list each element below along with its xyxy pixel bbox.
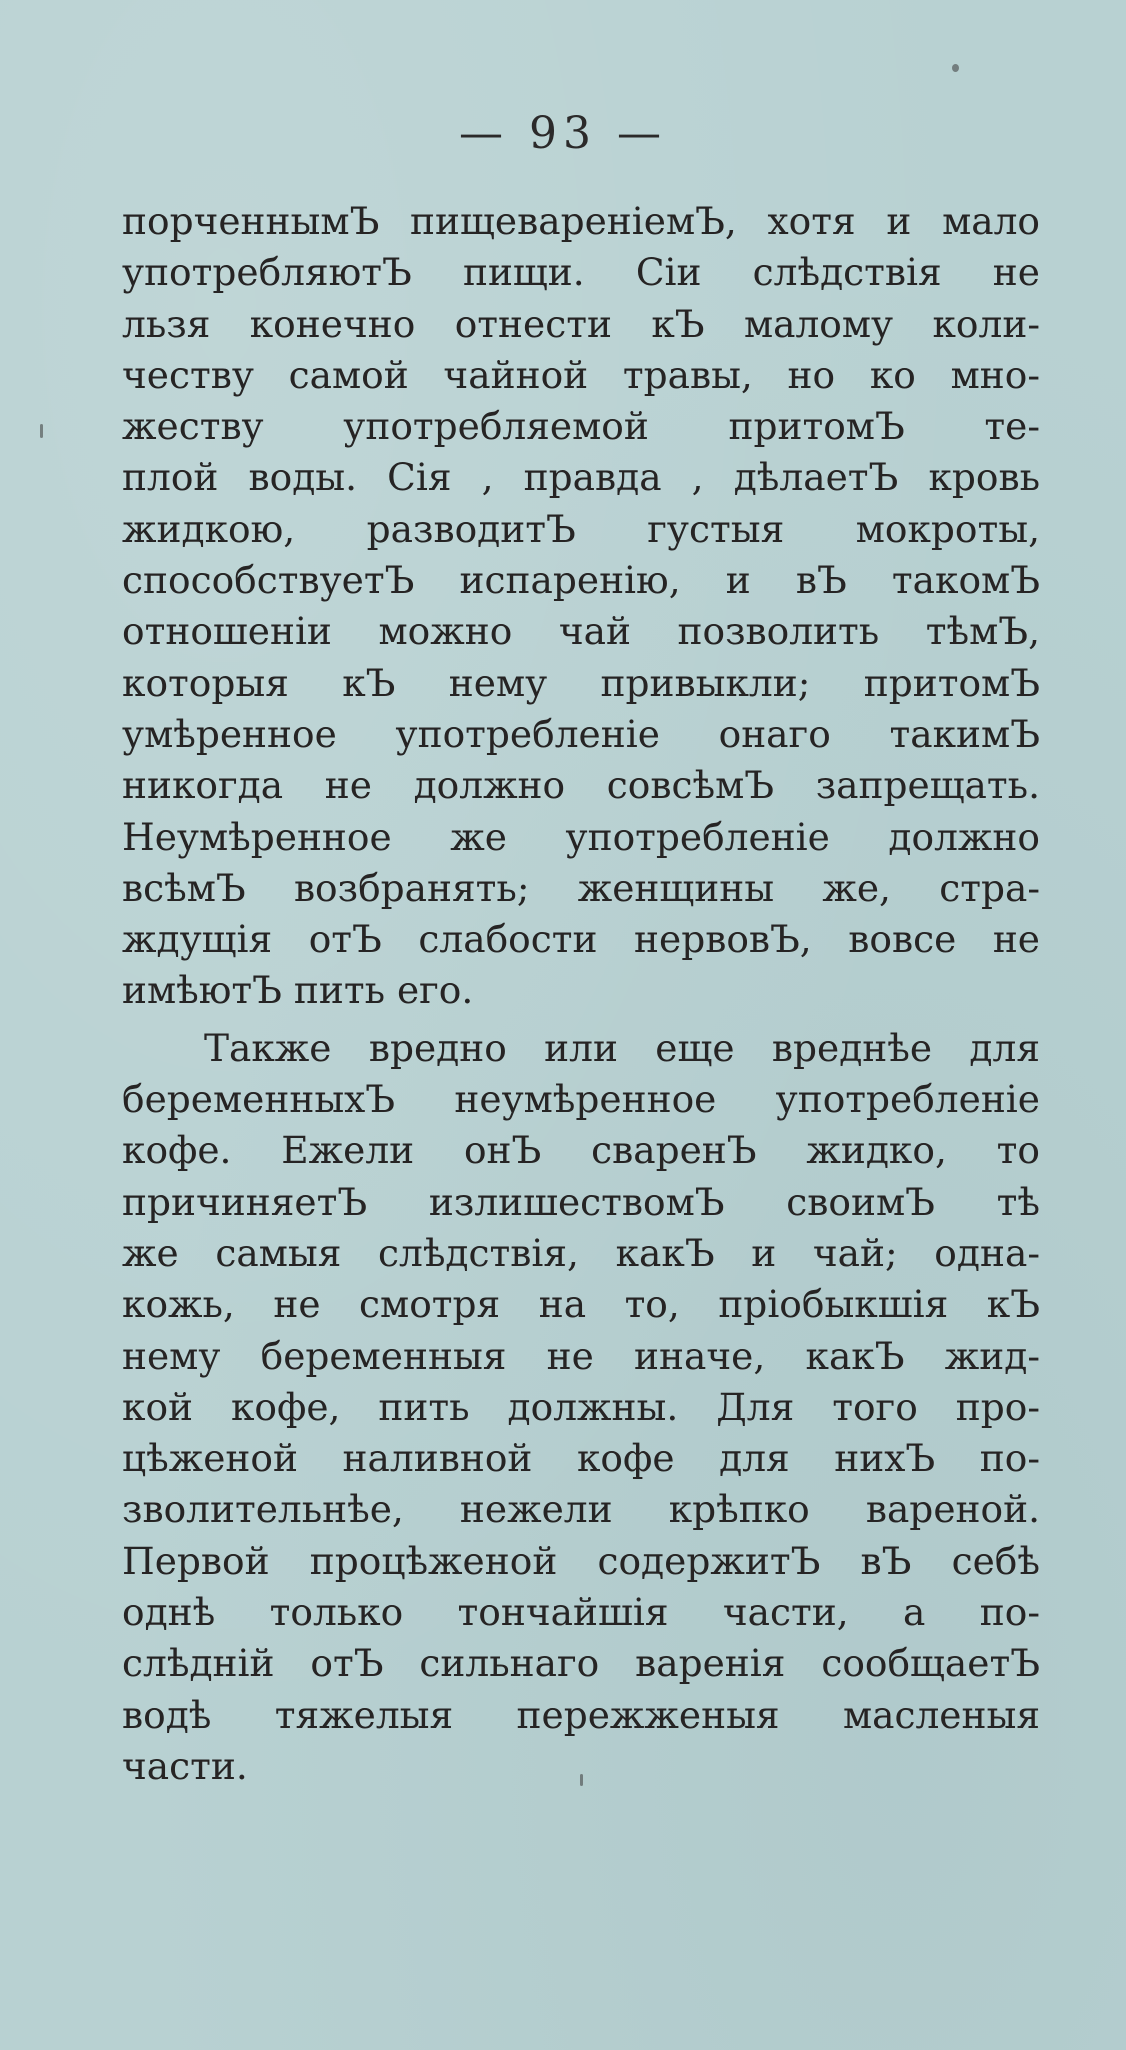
text-line: честву самой чайной травы, но ко мно- [122, 352, 1040, 397]
text-line: льзя конечно отнести кЪ малому коли- [122, 301, 1040, 346]
text-line: способствуетЪ испаренію, и вЪ такомЪ [122, 558, 1040, 603]
text-line: жидкою, разводитЪ густыя мокроты, [122, 506, 1040, 551]
paper-speck [40, 424, 43, 438]
text-line: отношеніи можно чай позволить тѣмЪ, [122, 609, 1040, 654]
text-line: кожь, не смотря на то, пріобыкшія кЪ [122, 1282, 1040, 1327]
text-line: всѣмЪ возбранять; женщины же, стра- [122, 865, 1040, 910]
text-line: части. [122, 1743, 248, 1788]
text-line: зволительнѣе, нежели крѣпко вареной. [122, 1487, 1040, 1532]
text-line: кой кофе, пить должны. Для того про- [122, 1384, 1040, 1429]
text-line: Неумѣренное же употребленіе должно [122, 814, 1040, 859]
text-line: слѣдній отЪ сильнаго варенія сообщаетЪ [122, 1641, 1040, 1686]
text-line: жеству употребляемой притомЪ те- [122, 404, 1040, 449]
text-line: имѣютЪ пить его. [122, 968, 474, 1013]
text-line: беременныхЪ неумѣренное употребленіе [122, 1077, 1040, 1122]
paper-speck [952, 64, 959, 72]
text-line: же самыя слѣдствія, какЪ и чай; одна- [122, 1230, 1040, 1275]
text-line: плой воды. Сія , правда , дѣлаетЪ кровь [122, 455, 1040, 500]
body-text [122, 196, 1040, 1792]
text-line: причиняетЪ излишествомЪ своимЪ тѣ [122, 1179, 1040, 1224]
text-line: однѣ только тончайшія части, а по- [122, 1590, 1040, 1635]
text-line: кофе. Ежели онЪ сваренЪ жидко, то [122, 1128, 1040, 1173]
text-line: порченнымЪ пищевареніемЪ, хотя и мало [122, 199, 1040, 243]
text-line: нему беременныя не иначе, какЪ жид- [122, 1333, 1040, 1378]
text-line: никогда не должно совсѣмЪ запрещать. [122, 763, 1040, 808]
text-line: водѣ тяжелыя пережженыя масленыя [122, 1692, 1040, 1737]
text-line: которыя кЪ нему привыкли; притомЪ [122, 660, 1040, 705]
text-line: умѣренное употребленіе онаго такимЪ [122, 711, 1040, 756]
paper-speck [580, 1774, 583, 1786]
page-number: — 93 — [459, 108, 667, 159]
text-line: ждущія отЪ слабости нервовЪ, вовсе не [122, 917, 1040, 962]
text-line: Также вредно или еще вреднѣе для [204, 1025, 1040, 1070]
text-line: Первой процѣженой содержитЪ вЪ себѣ [122, 1538, 1040, 1583]
text-line: употребляютЪ пищи. Сіи слѣдствія не [122, 250, 1040, 295]
paragraph-1 [122, 196, 1040, 1017]
text-line: цѣженой наливной кофе для нихЪ по- [122, 1436, 1040, 1481]
paragraph-2 [122, 1023, 1040, 1792]
